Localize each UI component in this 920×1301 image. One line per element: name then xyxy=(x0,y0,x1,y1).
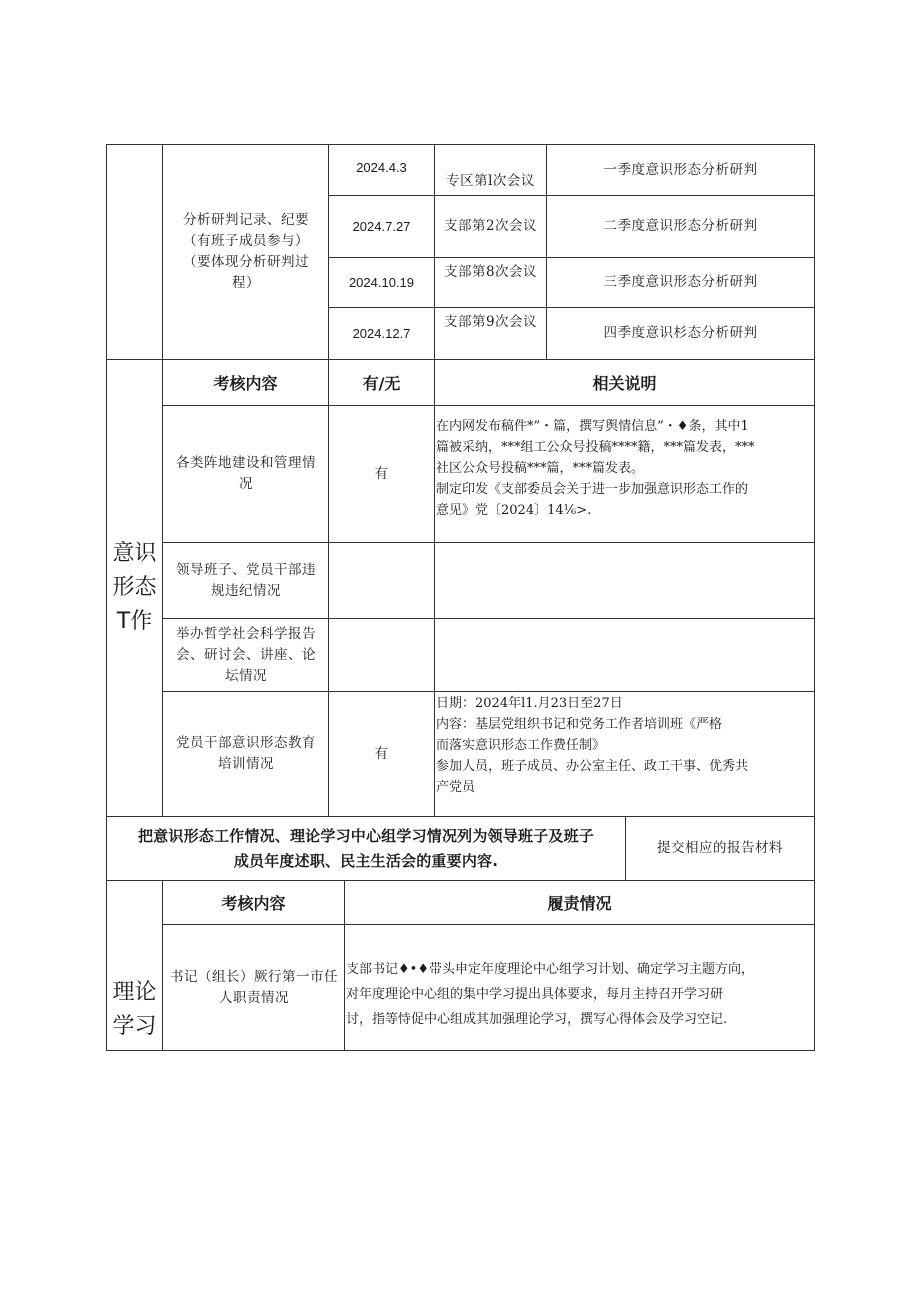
analysis-item-line: 程） xyxy=(232,275,260,291)
section-title-theory xyxy=(107,976,162,1050)
analysis-item-line: （有班子成员参与） xyxy=(183,233,309,249)
yes-no-value: 有 xyxy=(374,465,389,482)
meeting-topic: 一季度意识形态分析研判 xyxy=(603,161,758,178)
note-line: 产党员 xyxy=(436,780,476,795)
note-line: 篇被采纳，***组工公众号投稿****籍，***篇发表，*** xyxy=(436,440,755,455)
analysis-item-line: （要体现分析研判过 xyxy=(183,254,309,270)
note-line: 而落实意识形态工作费任制》 xyxy=(436,738,606,753)
note-line: 日期：2024年l1.月23日至27日 xyxy=(436,696,623,711)
section-title-line: 理论 xyxy=(112,980,157,1005)
meeting-topic: 四季度意识杉态分析研判 xyxy=(603,325,758,341)
column-header-status: 履责情况 xyxy=(547,894,612,913)
note-line: 参加人员，班子成员、办公室主任、政工干事、优秀共 xyxy=(436,759,749,774)
note-line: 在内网发布稿件*”・篇，撰写舆情信息”・♦条，其中1 xyxy=(436,419,749,434)
assessment-item: 各类阵地建设和管理情况 xyxy=(176,455,316,492)
assessment-item: 书记（组长）厥行第一市任人职责情况 xyxy=(170,968,338,1006)
assessment-item: 举办哲学社会科学报告会、研讨会、讲座、论坛情况 xyxy=(176,625,316,684)
section-title-ideology xyxy=(107,360,162,816)
meeting-topic: 三季度意识形态分析研判 xyxy=(603,274,758,290)
section-title-line: 学习 xyxy=(112,1014,157,1039)
column-header-content: 考核内容 xyxy=(213,374,278,393)
yes-no-value: 有 xyxy=(374,745,389,762)
section-title-line: T作 xyxy=(116,609,153,634)
section-title-line: 形态 xyxy=(112,575,157,600)
meeting-date: 2024.7.27 xyxy=(352,219,411,234)
meeting-name: 支部第8次会议 xyxy=(443,264,538,280)
meeting-name: 支部第9次会议 xyxy=(443,314,538,330)
status-line: 对年度理论中心组的集中学习提出具体要求，每月主持召开学习研 xyxy=(346,987,724,1002)
meeting-topic: 二季度意识形态分析研判 xyxy=(603,218,758,234)
note-line: 制定印发《支部委员会关于进一步加强意识形态工作的 xyxy=(436,482,749,497)
meeting-date: 2024.12.7 xyxy=(352,326,411,341)
column-header-yes-no: 有/无 xyxy=(362,374,401,393)
analysis-item-cell xyxy=(166,148,326,356)
meeting-name: 支部第2次会议 xyxy=(443,218,538,234)
note-line: 内容：基层党组织书记和党务工作者培训班《严格 xyxy=(436,717,723,732)
note-cell xyxy=(436,693,814,815)
summary-text xyxy=(107,817,625,880)
note-cell xyxy=(436,416,814,540)
analysis-item-line: 分析研判记录、纪要 xyxy=(183,212,309,228)
status-line: 讨，指等恃促中心组成其加强理论学习，撰写心得体会及学习空记. xyxy=(346,1012,728,1027)
assessment-item: 党员干部意识形态教育培训情况 xyxy=(176,735,316,772)
summary-note: 提交相应的报告材料 xyxy=(657,840,783,856)
column-header-note: 相关说明 xyxy=(592,374,657,393)
summary-line: 成员年度述职、民主生活会的重要内容. xyxy=(233,851,499,870)
assessment-item: 领导班子、党员干部违规违纪情况 xyxy=(176,561,316,599)
meeting-date: 2024.10.19 xyxy=(348,275,415,290)
note-line: 社区公众号投稿***篇，***篇发表。 xyxy=(436,461,645,476)
summary-line: 把意识形态工作情况、理论学习中心组学习情况列为领导班子及班子 xyxy=(137,826,594,845)
meeting-name: 专区第l次会议 xyxy=(446,173,535,189)
section-title-line: 意识 xyxy=(112,541,157,566)
status-cell xyxy=(346,957,814,1047)
status-line: 支部书记♦•♦带头申定年度理论中心组学习计划、确定学习主题方向， xyxy=(346,962,754,977)
column-header-content: 考核内容 xyxy=(221,894,286,913)
meeting-date: 2024.4.3 xyxy=(356,160,407,175)
note-line: 意见》党〔2024〕14⅙>. xyxy=(436,503,592,518)
